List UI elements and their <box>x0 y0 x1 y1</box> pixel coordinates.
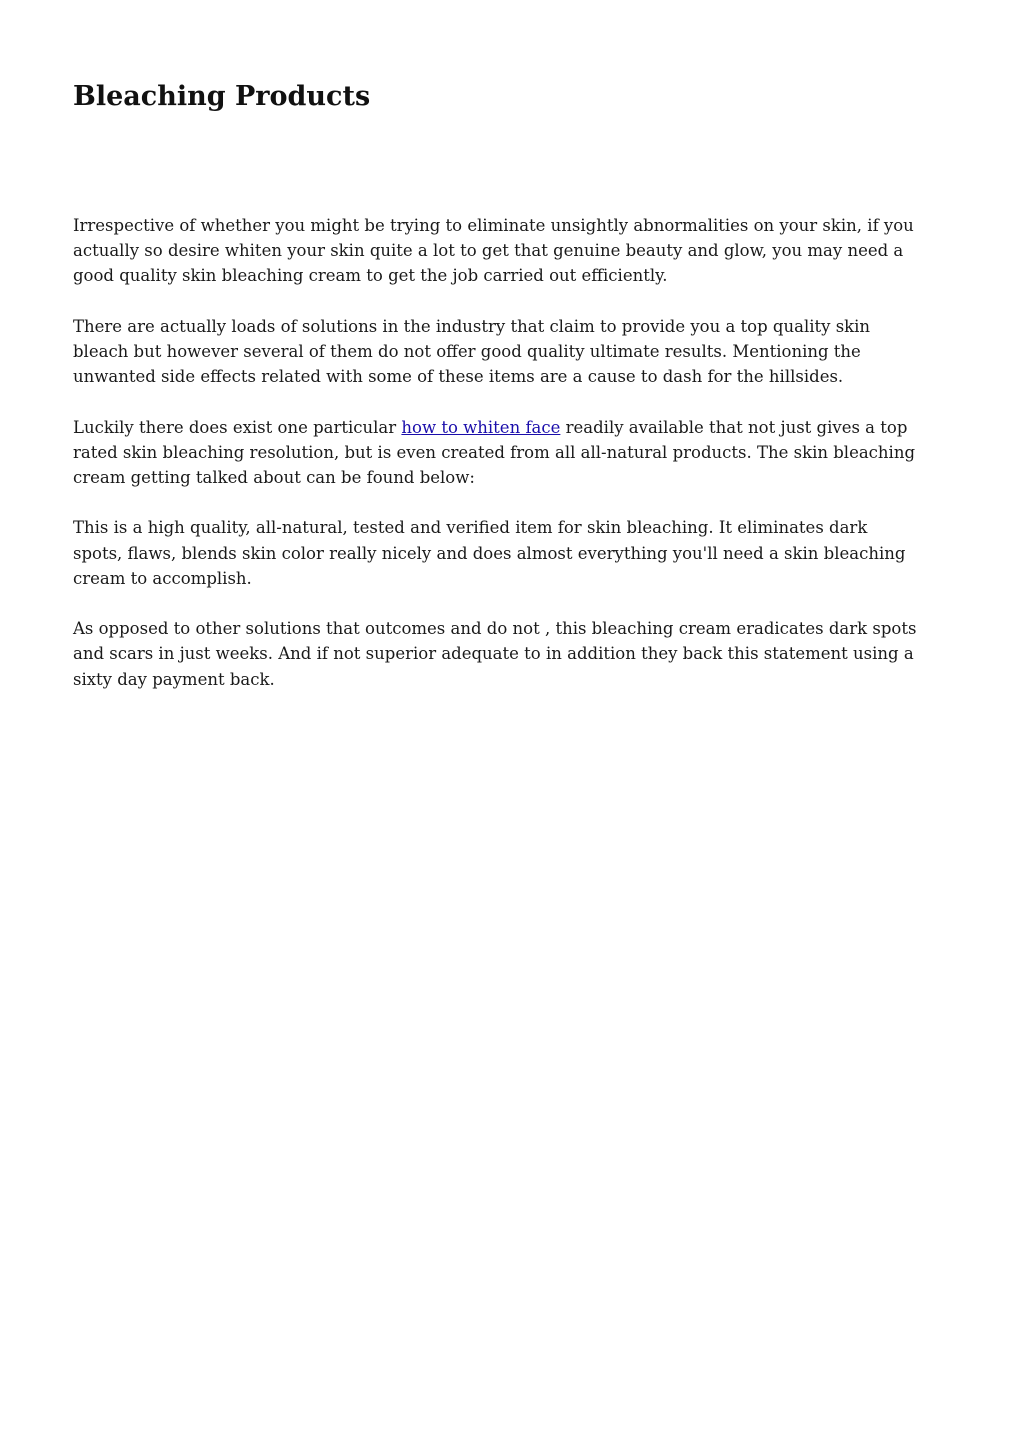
paragraph-quality <box>73 515 953 591</box>
text-line: cream to accomplish. <box>73 568 252 588</box>
text-line: As opposed to other solutions that outcomes and do not , this bleaching cream eradicates dark spots <box>73 619 917 639</box>
text-line: actually so desire whiten your skin quite a lot to get that genuine beauty and glow, you may need a <box>73 241 904 261</box>
text-line: This is a high quality, all-natural, tested and verified item for skin bleaching. It eliminates dark <box>73 518 868 538</box>
paragraph-intro <box>73 213 953 289</box>
text-line: spots, flaws, blends skin color really nicely and does almost everything you'll need a skin bleaching <box>73 543 906 563</box>
how-to-whiten-face-link[interactable]: how to whiten face <box>401 417 561 437</box>
text-line: rated skin bleaching resolution, but is even created from all all-natural products. The skin bleaching <box>73 442 916 462</box>
page-title: Bleaching Products <box>73 81 371 112</box>
text-before-link: Luckily there does exist one particular <box>73 417 402 437</box>
text-line: unwanted side effects related with some of these items are a cause to dash for the hillsides. <box>73 367 844 387</box>
text-line-with-link <box>73 415 953 440</box>
text-line: Irrespective of whether you might be trying to eliminate unsightly abnormalities on your skin, if you <box>73 216 914 235</box>
paragraph-solutions <box>73 314 953 390</box>
text-line: good quality skin bleaching cream to get the job carried out efficiently. <box>73 266 668 286</box>
document-body <box>73 213 953 717</box>
paragraph-opposed <box>73 616 953 692</box>
text-line: sixty day payment back. <box>73 669 275 689</box>
text-line: bleach but however several of them do not offer good quality ultimate results. Mentioning the <box>73 342 861 361</box>
text-line: There are actually loads of solutions in the industry that claim to provide you a top quality skin <box>73 316 871 336</box>
text-line: and scars in just weeks. And if not superior adequate to in addition they back this statement using a <box>73 644 914 664</box>
text-after-link: readily available that not just gives a top <box>560 417 908 437</box>
text-line: cream getting talked about can be found below: <box>73 468 475 487</box>
paragraph-luckily <box>73 415 953 491</box>
